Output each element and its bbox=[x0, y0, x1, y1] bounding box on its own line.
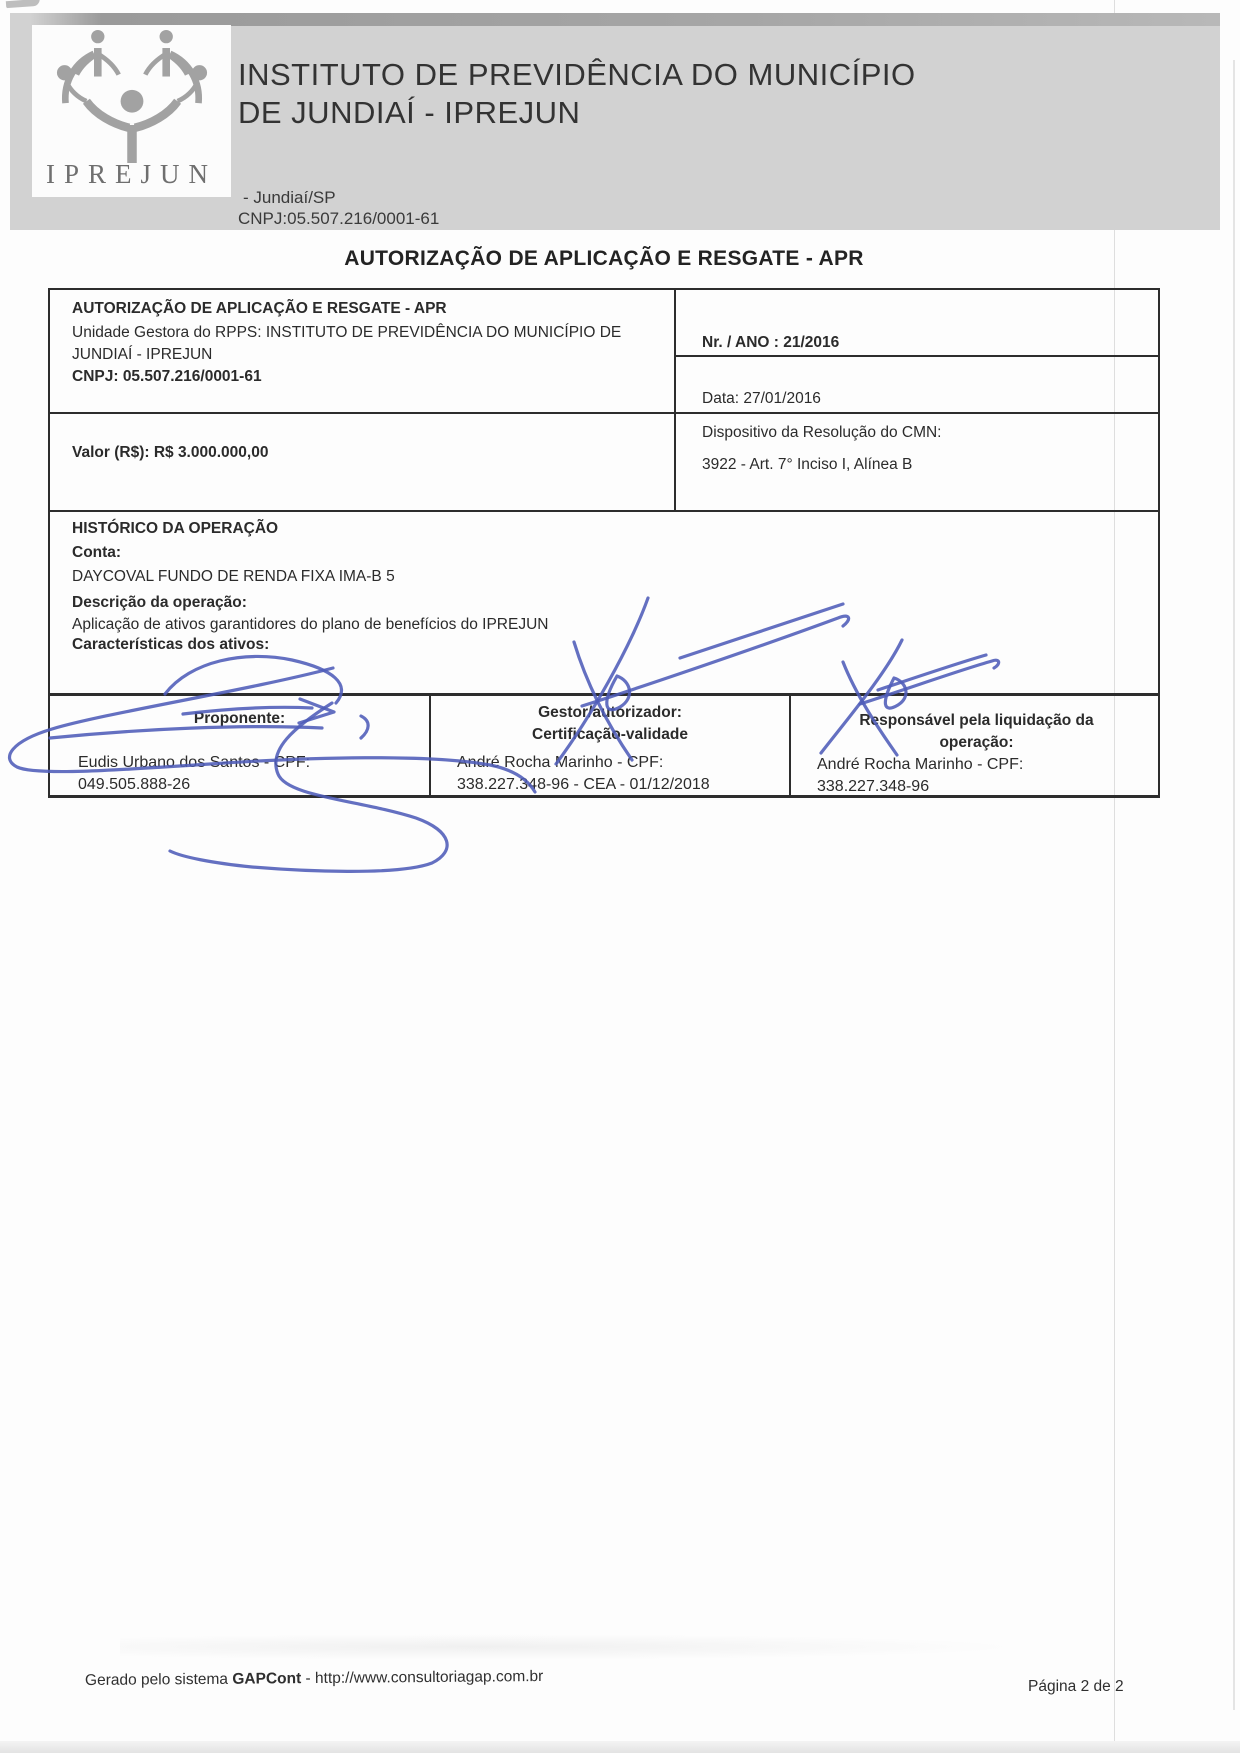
document-title: AUTORIZAÇÃO DE APLICAÇÃO E RESGATE - APR bbox=[344, 247, 864, 270]
org-name-line1: INSTITUTO DE PREVIDÊNCIA DO MUNICÍPIO bbox=[238, 57, 916, 92]
signature-name: André Rocha Marinho - CPF: bbox=[817, 756, 1024, 773]
signature-name: Eudis Urbano dos Santos - CPF: bbox=[78, 754, 311, 771]
nr-ano-value: Nr. / ANO : 21/2016 bbox=[702, 334, 840, 351]
footer-generated-by bbox=[85, 1668, 543, 1690]
signature-id: 338.227.348-96 bbox=[817, 778, 930, 795]
signature-role-line2: Certificação-validade bbox=[532, 726, 688, 743]
column-divider bbox=[674, 290, 676, 510]
conta-label: Conta: bbox=[72, 544, 122, 561]
unidade-gestora: Unidade Gestora do RPPS: INSTITUTO DE PREVIDÊNCIA DO MUNICÍPIO DE JUNDIAÍ - IPREJUN bbox=[72, 324, 622, 363]
scan-smudge-artifact bbox=[120, 1634, 1020, 1660]
dispositivo-label: Dispositivo da Resolução do CMN: bbox=[702, 424, 942, 441]
row1-divider bbox=[50, 412, 1158, 414]
page-number: Página 2 de 2 bbox=[1028, 1678, 1124, 1695]
signature-name: André Rocha Marinho - CPF: bbox=[457, 754, 664, 771]
descricao-value: Aplicação de ativos garantidores do plano de benefícios do IPREJUN bbox=[72, 616, 549, 633]
signature-role-line2: operação: bbox=[939, 734, 1014, 751]
scan-bottom-edge-artifact bbox=[0, 1741, 1240, 1753]
nr-data-divider bbox=[674, 355, 1160, 357]
signature-id: 049.505.888-26 bbox=[78, 776, 191, 793]
signature-role: Responsável pela liquidação da bbox=[859, 712, 1094, 729]
footer-system-name: GAPCont bbox=[232, 1670, 302, 1688]
iprejun-logo-text: IPREJUN bbox=[45, 159, 217, 189]
signature-role: Proponente: bbox=[193, 710, 286, 727]
caracteristicas-label: Características dos ativos: bbox=[72, 636, 270, 653]
descricao-label: Descrição da operação: bbox=[72, 594, 247, 611]
iprejun-logo-icon bbox=[37, 27, 227, 165]
org-city: - Jundiaí/SP bbox=[243, 188, 336, 207]
footer-prefix: Gerado pelo sistema bbox=[84, 1670, 233, 1689]
row2-divider bbox=[50, 510, 1158, 512]
scan-corner-mark bbox=[6, 0, 40, 8]
signature-id: 338.227.348-96 - CEA - 01/12/2018 bbox=[457, 776, 710, 793]
dispositivo-value: 3922 - Art. 7° Inciso I, Alínea B bbox=[702, 456, 913, 473]
valor-value: Valor (R$): R$ 3.000.000,00 bbox=[72, 444, 269, 461]
footer-url: - http://www.consultoriagap.com.br bbox=[301, 1668, 544, 1688]
iprejun-logo bbox=[32, 25, 231, 197]
org-name-line2: DE JUNDIAÍ - IPREJUN bbox=[238, 95, 581, 130]
conta-value: DAYCOVAL FUNDO DE RENDA FIXA IMA-B 5 bbox=[72, 568, 395, 585]
signature-role: Gestor/autorizador: bbox=[538, 704, 682, 721]
form-cnpj: CNPJ: 05.507.216/0001-61 bbox=[72, 368, 262, 385]
org-cnpj: CNPJ:05.507.216/0001-61 bbox=[238, 209, 440, 228]
scan-right-edge-artifact bbox=[1233, 60, 1235, 1710]
historico-title: HISTÓRICO DA OPERAÇÃO bbox=[72, 520, 279, 537]
form-box-title: AUTORIZAÇÃO DE APLICAÇÃO E RESGATE - APR bbox=[72, 300, 447, 317]
data-value: Data: 27/01/2016 bbox=[702, 390, 821, 407]
apr-form-box bbox=[48, 288, 1160, 693]
signature-box bbox=[48, 693, 1160, 798]
